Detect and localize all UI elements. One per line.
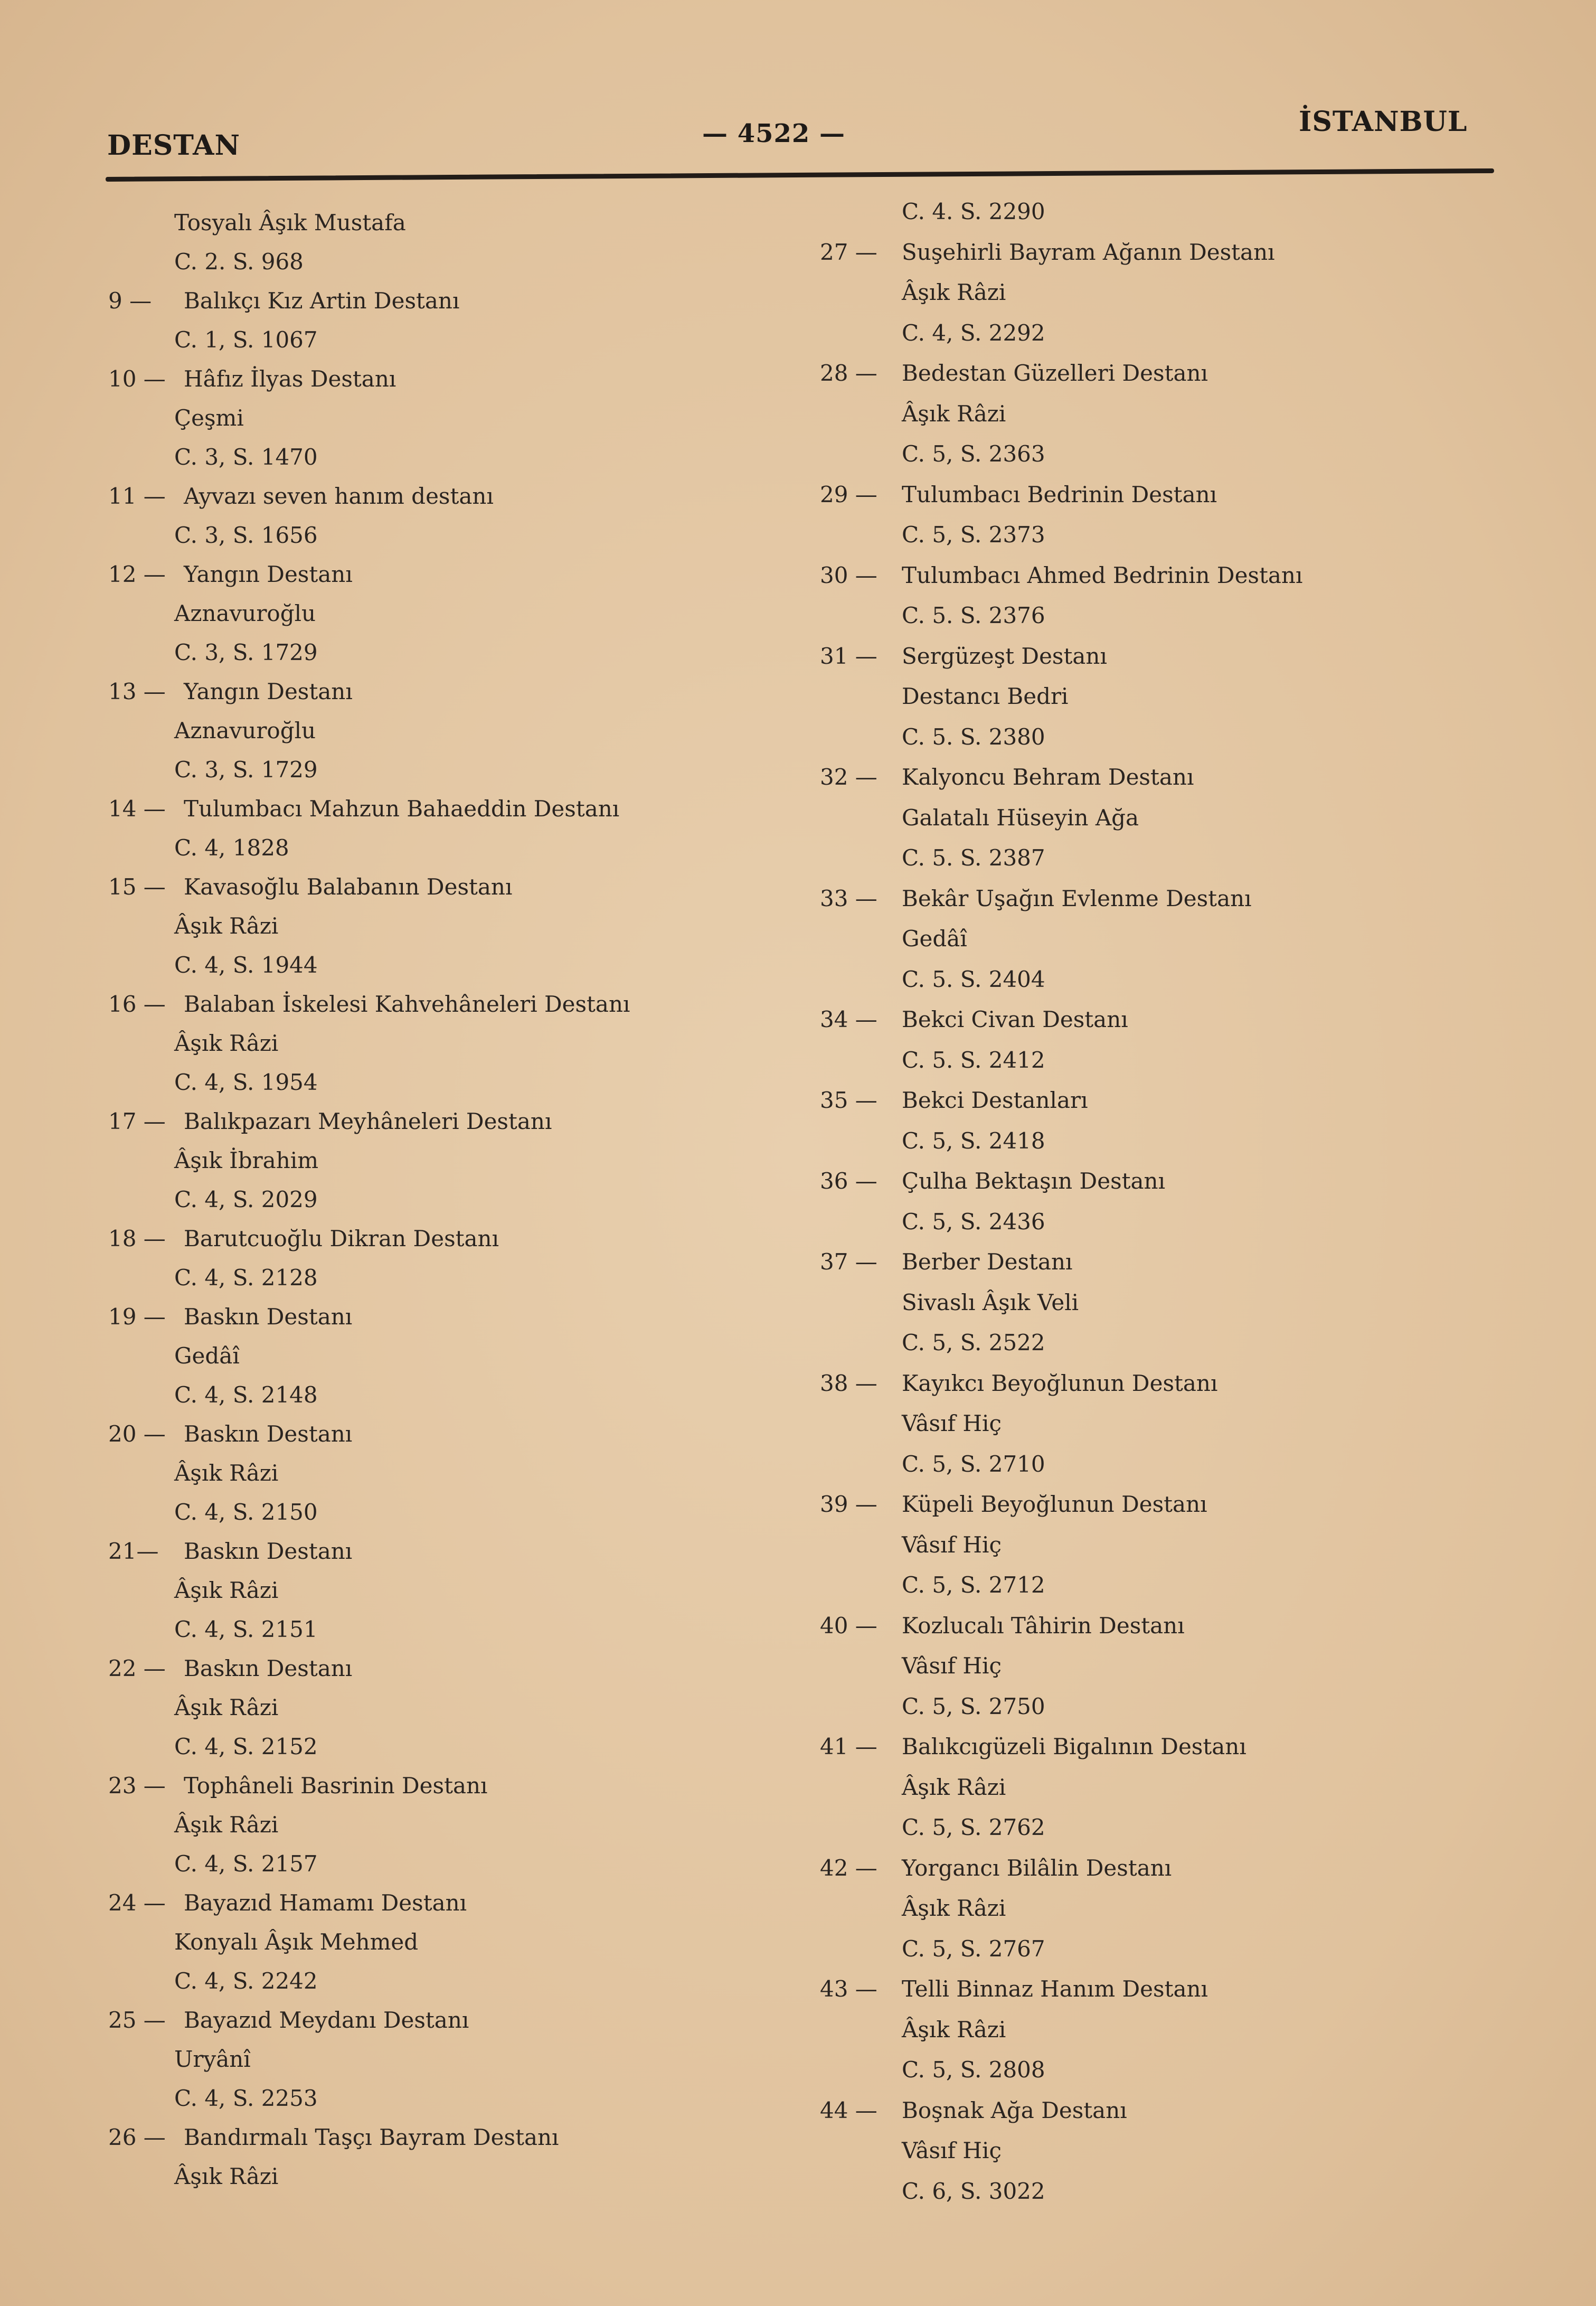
entry-detail: C. 5, S. 2750 (902, 1693, 1045, 1719)
entry-detail: Aznavuroğlu (174, 718, 316, 743)
entry-detail: C. 6, S. 3022 (902, 2178, 1045, 2204)
entry-detail: C. 5. S. 2412 (902, 1047, 1045, 1073)
entry-detail: C. 4, 1828 (174, 835, 289, 861)
entry-title: Bekci Destanları (902, 1087, 1088, 1113)
entry-detail: C. 5. S. 2387 (902, 845, 1045, 871)
entry-number: 35 — (820, 1087, 877, 1113)
entry-detail: Âşık Râzi (902, 1774, 1006, 1800)
entry-title: Kavasoğlu Balabanın Destanı (184, 874, 513, 900)
entry-title: Tulumbacı Bedrinin Destanı (902, 481, 1217, 507)
entry-detail: C. 5, S. 2363 (902, 441, 1045, 467)
entry-detail: C. 5, S. 2762 (902, 1814, 1045, 1840)
entry-title: Sergüzeşt Destanı (902, 643, 1107, 669)
page-number: — 4522 — (702, 119, 846, 148)
entry-title: Balıkcıgüzeli Bigalının Destanı (902, 1734, 1246, 1759)
entry-title: Balıkpazarı Meyhâneleri Destanı (184, 1108, 552, 1134)
entry-detail: C. 5, S. 2522 (902, 1330, 1045, 1356)
entry-detail: Âşık Râzi (902, 400, 1006, 427)
entry-detail: C. 3, S. 1729 (174, 757, 318, 783)
entry-number: 19 — (108, 1304, 166, 1330)
entry-detail: Aznavuroğlu (174, 600, 316, 626)
entry-number: 23 — (108, 1773, 166, 1799)
entry-title: Kalyoncu Behram Destanı (902, 764, 1194, 790)
entry-detail: C. 5. S. 2380 (902, 723, 1045, 750)
entry-detail: C. 4, S. 2148 (174, 1382, 318, 1408)
entry-detail: C. 4, S. 2242 (174, 1968, 318, 1994)
entry-number: 39 — (820, 1491, 877, 1517)
entry-title: Hâfız İlyas Destanı (184, 366, 396, 392)
entry-title: Yangın Destanı (184, 679, 353, 704)
entry-detail: Gedâî (174, 1343, 240, 1369)
entry-title: Berber Destanı (902, 1249, 1073, 1275)
entry-detail: C. 4, S. 1944 (174, 952, 318, 978)
entry-detail: Âşık Râzi (174, 1030, 279, 1056)
entry-detail: C. 5, S. 2418 (902, 1127, 1045, 1154)
entry-title: Bedestan Güzelleri Destanı (902, 360, 1208, 386)
entry-number: 40 — (820, 1612, 877, 1639)
entry-number: 17 — (108, 1108, 166, 1134)
entry-detail: Vâsıf Hiç (902, 2138, 1002, 2163)
entry-title: Baskın Destanı (184, 1421, 353, 1447)
entry-number: 36 — (820, 1168, 877, 1194)
entry-detail: Sivaslı Âşık Veli (902, 1289, 1079, 1315)
entry-detail: Âşık Râzi (174, 1812, 279, 1838)
entry-number: 21— (108, 1538, 159, 1564)
entry-detail: Gedâî (902, 926, 967, 952)
entry-number: 29 — (820, 481, 877, 507)
entry-title: Suşehirli Bayram Ağanın Destanı (902, 239, 1275, 265)
entry-number: 20 — (108, 1421, 166, 1447)
entry-title: Çulha Bektaşın Destanı (902, 1168, 1166, 1194)
entry-detail: C. 4, S. 2152 (174, 1734, 318, 1759)
entry-detail: Âşık Râzi (174, 1460, 279, 1486)
entry-number: 37 — (820, 1249, 877, 1275)
entry-title: Bekâr Uşağın Evlenme Destanı (902, 885, 1252, 911)
running-head-right: İSTANBUL (1299, 106, 1468, 138)
entry-detail: C. 3, S. 1729 (174, 639, 318, 665)
entry-detail: C. 4, S. 2157 (174, 1851, 318, 1877)
entry-number: 9 — (108, 288, 152, 314)
entry-detail: Galatalı Hüseyin Ağa (902, 804, 1139, 831)
entry-title: Barutcuoğlu Dikran Destanı (184, 1226, 499, 1251)
entry-number: 22 — (108, 1655, 166, 1681)
entry-number: 12 — (108, 561, 166, 587)
entry-detail: C. 5, S. 2436 (902, 1208, 1045, 1235)
entry-number: 42 — (820, 1855, 877, 1881)
entry-detail: C. 2. S. 968 (174, 249, 304, 275)
entry-number: 25 — (108, 2007, 166, 2033)
entry-number: 26 — (108, 2124, 166, 2150)
entry-title: Baskın Destanı (184, 1655, 353, 1681)
entry-title: Boşnak Ağa Destanı (902, 2097, 1127, 2123)
entry-detail: C. 3, S. 1656 (174, 522, 318, 548)
entry-detail: Destancı Bedri (902, 683, 1069, 709)
entry-number: 13 — (108, 679, 166, 704)
entry-number: 32 — (820, 764, 877, 790)
entry-title: C. 4. S. 2290 (902, 199, 1045, 224)
entry-detail: C. 5. S. 2404 (902, 966, 1045, 992)
entry-detail: C. 4, S. 2150 (174, 1499, 318, 1525)
entry-title: Küpeli Beyoğlunun Destanı (902, 1491, 1207, 1517)
entry-title: Balaban İskelesi Kahvehâneleri Destanı (184, 991, 630, 1017)
entry-title: Baskın Destanı (184, 1304, 353, 1330)
entry-detail: C. 5. S. 2376 (902, 603, 1045, 628)
entry-number: 15 — (108, 874, 166, 900)
entry-detail: Vâsıf Hiç (902, 1410, 1002, 1436)
entry-detail: Âşık Râzi (174, 1695, 279, 1720)
entry-title: Telli Binnaz Hanım Destanı (902, 1976, 1208, 2002)
entry-number: 33 — (820, 885, 877, 911)
entry-number: 31 — (820, 643, 877, 669)
entry-title: Yangın Destanı (184, 561, 353, 587)
entry-title: Bandırmalı Taşçı Bayram Destanı (184, 2124, 559, 2150)
entry-number: 38 — (820, 1370, 877, 1396)
entry-title: Bayazıd Hamamı Destanı (184, 1890, 467, 1916)
running-head-left: DESTAN (107, 129, 241, 162)
entry-detail: Âşık Râzi (902, 1895, 1006, 1921)
entry-title: Yorgancı Bilâlin Destanı (902, 1855, 1172, 1881)
entry-number: 10 — (108, 366, 166, 392)
entry-detail: C. 4, S. 2128 (174, 1265, 318, 1291)
entry-detail: Âşık Râzi (902, 2016, 1006, 2043)
entry-detail: C. 5, S. 2373 (902, 522, 1045, 548)
entry-detail: C. 4, S. 2029 (174, 1187, 318, 1212)
entry-title: Kozlucalı Tâhirin Destanı (902, 1612, 1185, 1639)
entry-number: 30 — (820, 562, 877, 588)
entry-number: 27 — (820, 239, 877, 265)
entry-detail: Âşık Râzi (174, 2163, 279, 2189)
entry-title: Balıkçı Kız Artin Destanı (184, 288, 460, 314)
entry-detail: C. 5, S. 2712 (902, 1572, 1045, 1598)
entry-number: 11 — (108, 483, 166, 509)
entry-detail: Vâsıf Hiç (902, 1531, 1002, 1558)
entry-detail: C. 4, S. 2292 (902, 319, 1045, 346)
entry-number: 43 — (820, 1976, 877, 2002)
entry-title: Tulumbacı Mahzun Bahaeddin Destanı (184, 796, 620, 822)
entry-title: Tosyalı Âşık Mustafa (174, 210, 406, 236)
entry-detail: Konyalı Âşık Mehmed (174, 1929, 419, 1955)
entry-title: Baskın Destanı (184, 1538, 353, 1564)
entry-detail: Çeşmi (174, 405, 244, 431)
entry-number: 14 — (108, 796, 166, 822)
entry-detail: C. 4, S. 2151 (174, 1616, 318, 1642)
entry-detail: Âşık Râzi (174, 913, 279, 939)
entry-number: 41 — (820, 1734, 877, 1759)
entry-title: Bekci Civan Destanı (902, 1006, 1128, 1032)
entry-title: Bayazıd Meydanı Destanı (184, 2007, 469, 2033)
entry-detail: C. 5, S. 2710 (902, 1451, 1045, 1477)
entry-detail: C. 4, S. 2253 (174, 2085, 318, 2111)
entry-title: Tulumbacı Ahmed Bedrinin Destanı (902, 562, 1303, 588)
entry-detail: C. 4, S. 1954 (174, 1069, 318, 1095)
entry-number: 18 — (108, 1226, 166, 1251)
entry-number: 44 — (820, 2097, 877, 2123)
entry-number: 16 — (108, 991, 166, 1017)
entry-number: 28 — (820, 360, 877, 386)
entry-detail: C. 5, S. 2767 (902, 1935, 1045, 1962)
entry-title: Ayvazı seven hanım destanı (184, 483, 494, 509)
entry-detail: Âşık Râzi (902, 279, 1006, 305)
entry-detail: C. 1, S. 1067 (174, 327, 318, 353)
entry-title: Tophâneli Basrinin Destanı (184, 1773, 488, 1799)
entry-number: 24 — (108, 1890, 166, 1916)
entry-detail: Âşık İbrahim (174, 1147, 319, 1173)
entry-detail: C. 5, S. 2808 (902, 2057, 1045, 2083)
entry-detail: Vâsıf Hiç (902, 1653, 1002, 1679)
entry-detail: Âşık Râzi (174, 1577, 279, 1603)
entry-title: Kayıkcı Beyoğlunun Destanı (902, 1370, 1218, 1396)
entry-number: 34 — (820, 1006, 877, 1032)
entry-detail: C. 3, S. 1470 (174, 444, 318, 470)
entry-detail: Uryânî (174, 2046, 251, 2072)
